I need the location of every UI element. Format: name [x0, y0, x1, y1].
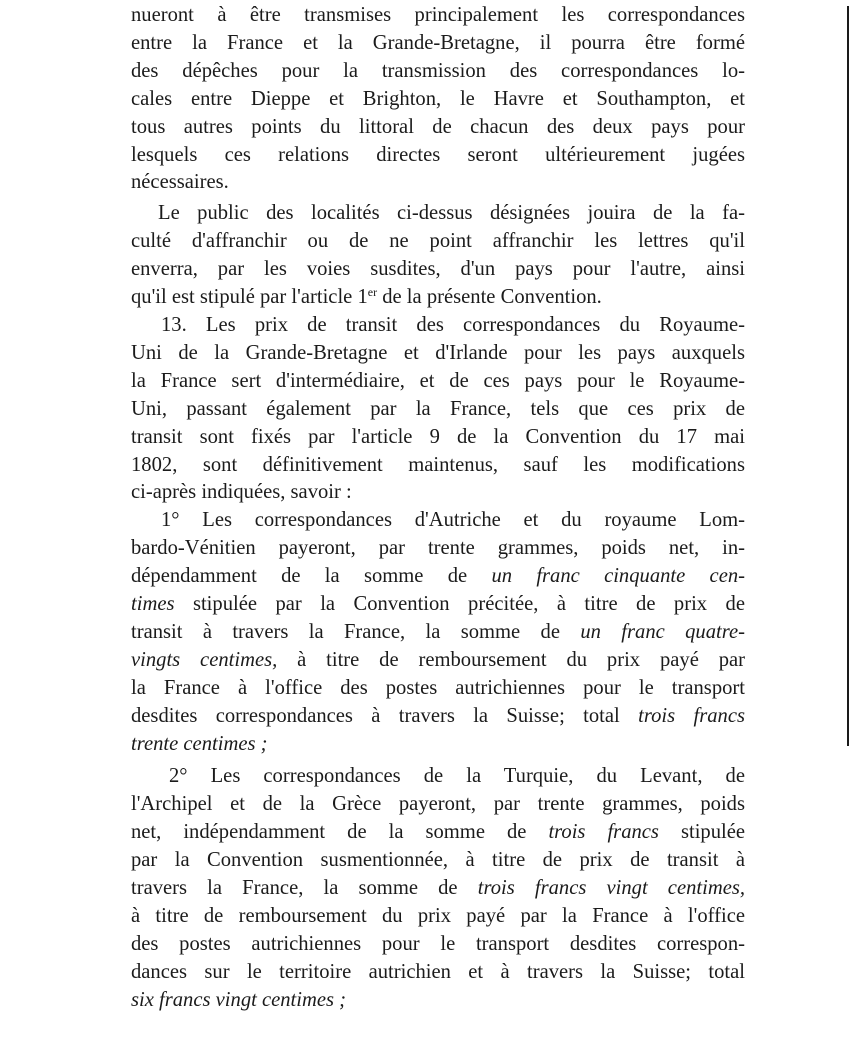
paragraph-item-1 — [131, 507, 745, 758]
text-line: la France à l'office des postes autrichiennes pour le transport — [131, 676, 745, 699]
text-segment: travers la France, la somme de — [131, 877, 478, 900]
italic-amount: un franc cinquante cen- — [491, 565, 745, 588]
text-line — [131, 647, 745, 675]
text-line: Uni, passant également par la France, tels que ces prix de — [131, 397, 745, 420]
text-segment: de la présente Convention. — [377, 286, 602, 309]
text-line: bardo-Vénitien payeront, par trente grammes, poids net, in- — [131, 537, 745, 560]
text-line: ci-après indiquées, savoir : — [131, 481, 352, 504]
text-segment: net, indépendamment de la somme de — [131, 821, 549, 844]
text-segment: qu'il est stipulé par l'article 1 — [131, 286, 368, 309]
text-line: dances sur le territoire autrichien et à travers la Suisse; total — [131, 960, 745, 983]
text-line — [131, 591, 745, 619]
text-segment: stipulée par la Convention précitée, à titre de prix de — [174, 593, 745, 616]
text-line: lesquels ces relations directes seront ultérieurement jugées — [131, 143, 745, 166]
text-line: entre la France et la Grande-Bretagne, il pourra être formé — [131, 31, 745, 54]
paragraph-article-13 — [131, 312, 745, 507]
text-line: par la Convention susmentionnée, à titre de prix de transit à — [131, 849, 745, 872]
text-line — [131, 703, 745, 731]
text-line: cales entre Dieppe et Brighton, le Havre et Southampton, et — [131, 87, 745, 110]
text-segment: dépendamment de la somme de — [131, 565, 492, 588]
italic-amount: trois francs vingt centimes, — [477, 877, 745, 900]
text-line: à titre de remboursement du prix payé par la France à l'office — [131, 905, 745, 927]
text-line: 13. Les prix de transit des correspondances du Royaume- — [161, 313, 745, 336]
text-line: tous autres points du littoral de chacun des deux pays pour — [131, 115, 745, 138]
superscript: er — [367, 285, 378, 300]
text-line: enverra, par les voies susdites, d'un pays pour l'autre, ainsi — [131, 258, 745, 281]
text-line — [131, 875, 745, 903]
text-line — [131, 819, 745, 847]
document-body — [131, 2, 745, 1015]
paragraph-item-2 — [131, 763, 745, 1014]
text-line — [131, 563, 745, 591]
paragraph-public — [131, 200, 745, 312]
italic-amount: trois francs — [638, 704, 745, 727]
italic-amount: vingts centimes, — [131, 648, 278, 671]
text-line: 1° Les correspondances d'Autriche et du royaume Lom- — [161, 509, 745, 532]
text-line: des dépêches pour la transmission des correspondances lo- — [131, 59, 745, 82]
text-line: culté d'affranchir ou de ne point affranchir les lettres qu'il — [131, 230, 745, 253]
text-segment: transit à travers la France, la somme de — [131, 620, 581, 643]
text-segment: stipulée — [658, 821, 745, 844]
text-line: nécessaires. — [131, 171, 229, 194]
text-line: transit sont fixés par l'article 9 de la Convention du 17 mai — [131, 425, 745, 448]
italic-amount: times — [131, 593, 175, 616]
text-line: 1802, sont définitivement maintenus, sauf les modifications — [131, 453, 745, 476]
text-line — [131, 619, 745, 647]
page-edge-rule — [847, 6, 849, 746]
italic-amount: un franc quatre- — [580, 620, 745, 643]
text-line — [131, 284, 745, 312]
text-line: nueront à être transmises principalement les correspondances — [131, 4, 745, 26]
text-line: trente centimes ; — [131, 732, 268, 755]
text-line: des postes autrichiennes pour le transport desdites correspon- — [131, 932, 745, 955]
text-line: l'Archipel et de la Grèce payeront, par trente grammes, poids — [131, 793, 745, 816]
text-line: Uni de la Grande-Bretagne et d'Irlande pour les pays auxquels — [131, 341, 745, 364]
paragraph-continuation — [131, 2, 745, 197]
text-segment: desdites correspondances à travers la Suisse; total — [131, 704, 639, 727]
text-line: Le public des localités ci-dessus désignées jouira de la fa- — [158, 202, 745, 225]
text-line: 2° Les correspondances de la Turquie, du Levant, de — [169, 765, 745, 788]
text-line: la France sert d'intermédiaire, et de ces pays pour le Royaume- — [131, 369, 745, 392]
text-segment: à titre de remboursement du prix payé par — [277, 648, 745, 671]
italic-amount: trois francs — [548, 821, 659, 844]
text-line: six francs vingt centimes ; — [131, 988, 347, 1011]
